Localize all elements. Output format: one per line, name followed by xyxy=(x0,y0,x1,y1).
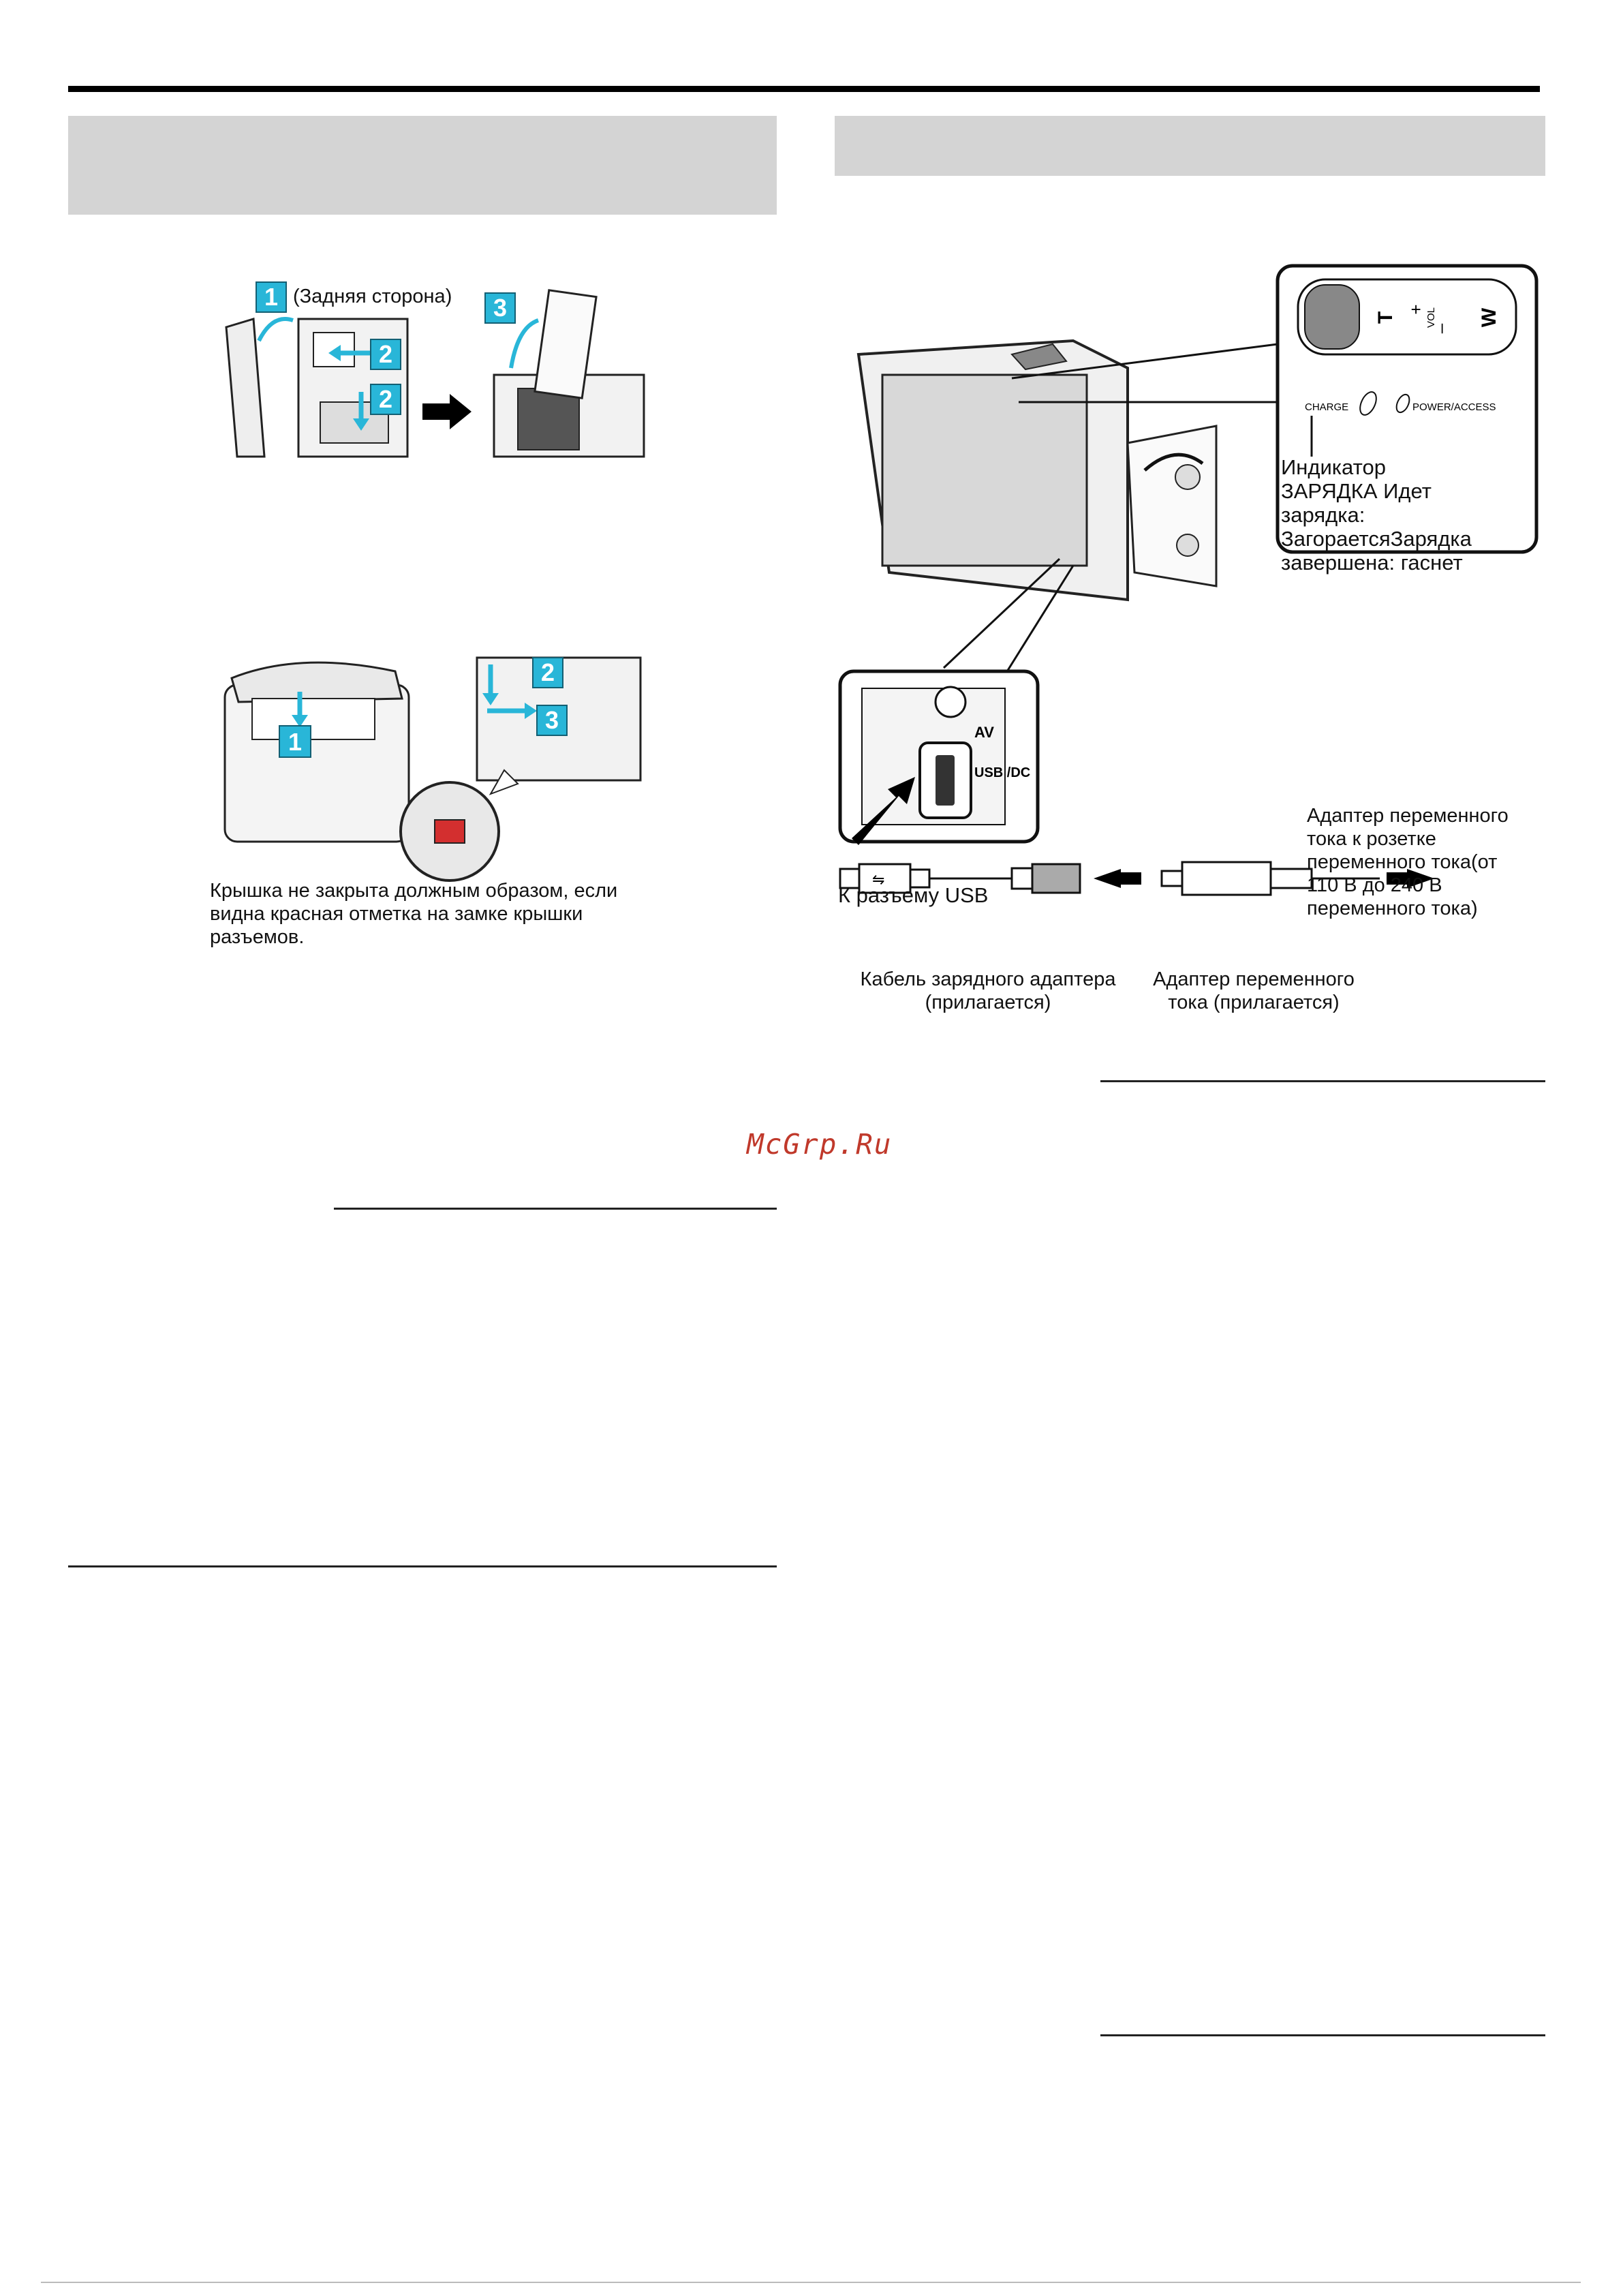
right-rule-1 xyxy=(1100,1080,1545,1082)
left-section-header xyxy=(68,116,777,215)
charging-illustration xyxy=(835,259,1557,1077)
arrow-1 xyxy=(259,319,293,341)
side-cover xyxy=(1128,426,1216,586)
charge-led-label: CHARGE xyxy=(1305,401,1349,413)
charging-figure xyxy=(835,259,1557,1077)
vol-plus-label: + xyxy=(1406,304,1426,315)
adapter-plug xyxy=(1182,862,1271,895)
back-side-label: (Задняя сторона) xyxy=(293,286,452,307)
vol-label: VOL xyxy=(1425,307,1437,328)
step-1-number: 1 xyxy=(264,283,279,311)
zoom-t-label: T xyxy=(1374,311,1397,324)
usb-connector-caption: К разъему USB xyxy=(838,883,989,907)
open-cover-figure xyxy=(218,273,654,463)
step-1-number: 1 xyxy=(288,728,303,756)
arrow-3 xyxy=(511,320,538,368)
left-rule-2 xyxy=(68,1565,777,1567)
cover-warning-note: Крышка не закрыта должным образом, если видна красная отметка на замке крышки разъемов. xyxy=(210,880,618,948)
open-cover-illustration xyxy=(218,273,654,463)
step-2a-number: 2 xyxy=(378,340,393,368)
charge-indicator-label: Индикатор ЗАРЯДКА Идет зарядка: ЗагораетсяЗарядка завершена: гаснет xyxy=(1281,455,1472,575)
adapter-caption: Адаптер переменного тока (прилагается) xyxy=(1153,968,1355,1013)
av-port xyxy=(936,687,965,717)
left-rule-1 xyxy=(334,1208,777,1210)
footer-strip xyxy=(41,2282,1581,2283)
av-port-label: AV xyxy=(974,724,994,741)
power-led-label: POWER/ACCESS xyxy=(1412,401,1496,413)
ac-adapter-socket-label: Адаптер переменного тока к розетке переменного тока(от 110 В до 240 В переменного тока) xyxy=(1307,805,1509,919)
watermark: McGrp.Ru xyxy=(747,1128,893,1161)
right-section-header xyxy=(835,116,1545,176)
usb-port-label: USB /DC xyxy=(974,765,1031,780)
top-rule xyxy=(68,86,1540,92)
close-cover-figure xyxy=(218,637,654,883)
svg-text:⇋: ⇋ xyxy=(872,871,885,888)
right-rule-2 xyxy=(1100,2034,1545,2036)
close-cover-illustration xyxy=(218,637,654,883)
lcd-panel xyxy=(882,375,1087,566)
vol-minus-label: – xyxy=(1430,323,1451,334)
step-2-number: 2 xyxy=(540,658,555,686)
red-lock-mark xyxy=(435,820,465,843)
cable-caption: Кабель зарядного адаптера (прилагается) xyxy=(860,968,1116,1013)
step-3-number: 3 xyxy=(493,294,508,322)
zoom-w-label: W xyxy=(1478,307,1500,328)
connect-arrow xyxy=(1094,869,1141,888)
step-2b-number: 2 xyxy=(378,385,393,413)
next-arrow xyxy=(422,394,472,429)
lid xyxy=(232,662,402,702)
step-3-number: 3 xyxy=(544,706,559,734)
